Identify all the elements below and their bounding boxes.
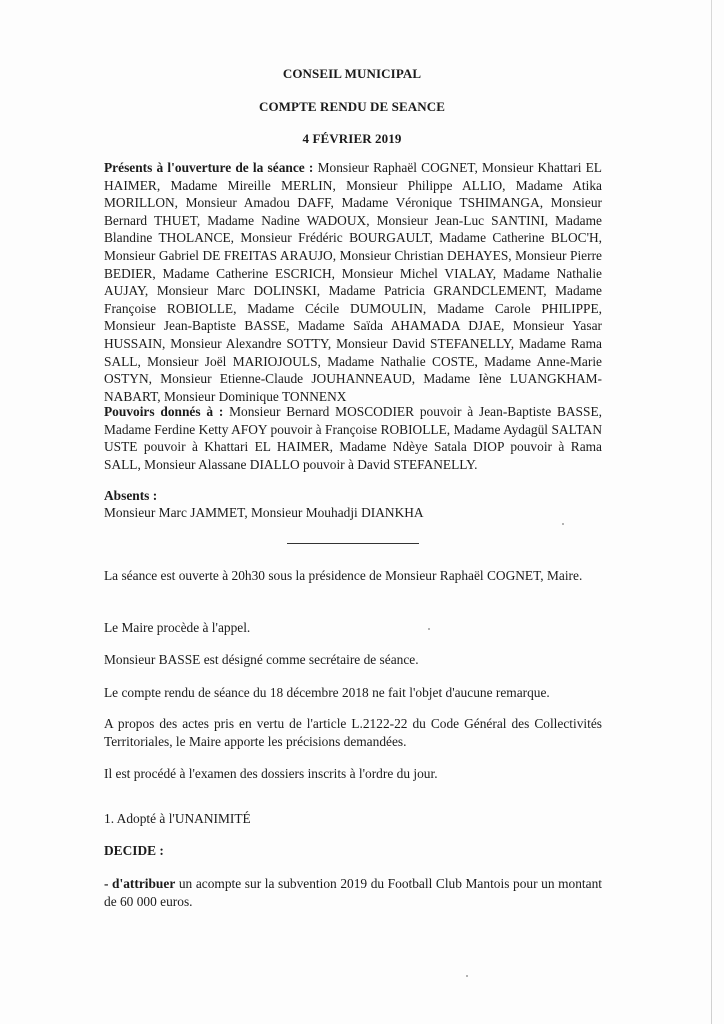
presents-paragraph [104,159,602,405]
council-title: CONSEIL MUNICIPAL [282,66,422,81]
roll-call-paragraph: Le Maire procède à l'appel. [104,620,251,635]
report-title: COMPTE RENDU DE SEANCE [258,99,446,114]
scan-speck [562,523,564,525]
acts-paragraph: A propos des actes pris en vertu de l'article L.2122-22 du Code Général des Collectivités Territoriales, le Maire apporte les précisions demandées. [104,716,602,749]
decision-bullet-lead: - d'attribuer [104,876,176,891]
presents-list: Monsieur Raphaël COGNET, Monsieur Khattari EL HAIMER, Madame Mireille MERLIN, Monsieur Philippe ALLIO, Madame Atika MORILLON, Monsieur Amadou DAFF, Madame Véronique TSHIMANGA, Monsieur Bernard THUET, Madame Nadine WADOUX, Monsieur Jean-Luc SANTINI, Madame Blandine THOLANCE, Monsieur Frédéric BOURGAULT, Madame Catherine BLOC'H, Monsieur Gabriel DE FREITAS ARAUJO, Monsieur Christian DEHAYES, Monsieur Pierre BEDIER, Madame Catherine ESCRICH, Monsieur Michel VIALAY, Madame Nathalie AUJAY, Monsieur Marc DOLINSKI, Madame Patricia GRANDCLEMENT, Madame Françoise ROBIOLLE, Madame Cécile DUMOULIN, Madame Carole PHILIPPE, Monsieur Jean-Baptiste BASSE, Madame Saïda AHAMADA DJAE, Monsieur Yasar HUSSAIN, Monsieur Alexandre SOTTY, Monsieur David STEFANELLY, Madame Rama SALL, Monsieur Joël MARIOJOULS, Madame Nathalie COSTE, Madame Anne-Marie OSTYN, Monsieur Etienne-Claude JOUHANNEAUD, Madame Iène LUANGKHAM-NABART, Monsieur Dominique TONNENX [104,160,602,404]
meeting-date: 4 FÉVRIER 2019 [302,131,402,146]
absents-label: Absents : [104,488,158,503]
scan-speck [466,975,468,977]
pouvoirs-label: Pouvoirs donnés à : [104,404,224,419]
pouvoirs-list: Monsieur Bernard MOSCODIER pouvoir à Jean-Baptiste BASSE, Madame Ferdine Ketty AFOY pouvoir à Françoise ROBIOLLE, Madame Aydagül SALTAN USTE pouvoir à Khattari EL HAIMER, Madame Ndèye Satala DIOP pouvoir à Rama SALL, Monsieur Alassane DIALLO pouvoir à David STEFANELLY. [104,404,602,472]
absents-list: Monsieur Marc JAMMET, Monsieur Mouhadji DIANKHA [104,505,424,520]
decision-bullet [104,875,602,910]
scan-edge-line [711,0,712,1024]
agenda-paragraph: Il est procédé à l'examen des dossiers inscrits à l'ordre du jour. [104,766,438,781]
item-1-title: 1. Adopté à l'UNANIMITÉ [104,811,251,826]
previous-report-paragraph: Le compte rendu de séance du 18 décembre 2018 ne fait l'objet d'aucune remarque. [104,685,550,700]
decision-bullet-text: un acompte sur la subvention 2019 du Football Club Mantois pour un montant de 60 000 euros. [104,876,602,909]
secretary-paragraph: Monsieur BASSE est désigné comme secrétaire de séance. [104,652,419,667]
decide-heading: DECIDE : [104,843,164,858]
section-divider [287,543,419,544]
presents-label: Présents à l'ouverture de la séance : [104,160,314,175]
pouvoirs-paragraph [104,403,602,473]
opening-paragraph: La séance est ouverte à 20h30 sous la présidence de Monsieur Raphaël COGNET, Maire. [104,568,583,583]
